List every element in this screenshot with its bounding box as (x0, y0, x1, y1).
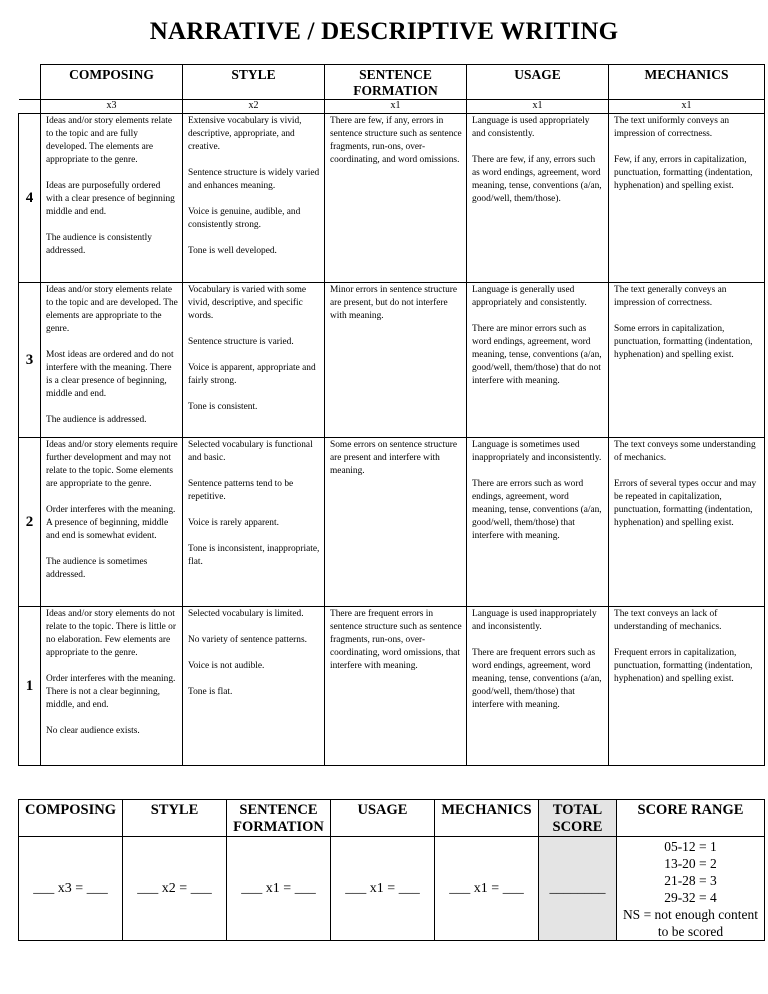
criteria-cell-composing (41, 607, 183, 766)
multiplier-mechanics: x1 (609, 100, 765, 114)
criteria-cell-sentence-formation (325, 438, 467, 607)
score-level: 1 (19, 607, 41, 766)
criteria-text: The audience is consistently addressed. (46, 233, 152, 256)
score-header-row (19, 800, 765, 837)
criteria-cell-style (183, 283, 325, 438)
score-range-item: 21-28 = 3 (664, 872, 717, 888)
multiplier-corner (19, 100, 41, 114)
score-header-mechanics: MECHANICS (435, 800, 539, 837)
rubric-row-score-1 (19, 607, 765, 766)
criteria-cell-composing (41, 114, 183, 283)
criteria-text: Selected vocabulary is limited. (188, 609, 304, 619)
criteria-cell-usage (467, 607, 609, 766)
score-header-sentence-formation: SENTENCE FORMATION (227, 800, 331, 837)
score-range-item: 13-20 = 2 (664, 855, 717, 871)
criteria-cell-usage (467, 114, 609, 283)
criteria-text: There are errors such as word endings, agreement, word meaning, tense, conventions (a/an, good/well, them/those) that interfere with meaning. (472, 479, 602, 541)
criteria-text: Ideas and/or story elements relate to the topic and are fully developed. The elements are appropriate to the genre. (46, 116, 172, 165)
multiplier-row (19, 100, 765, 114)
criteria-cell-mechanics (609, 438, 765, 607)
criteria-text: The audience is addressed. (46, 415, 147, 425)
criteria-text: Language is used appropriately and consistently. (472, 116, 590, 139)
criteria-text: Voice is rarely apparent. (188, 518, 279, 528)
criteria-text: Some errors in capitalization, punctuation, formatting (indentation, hyphenation) and spelling exist. (614, 324, 753, 360)
criteria-cell-style (183, 607, 325, 766)
criteria-text: Voice is not audible. (188, 661, 265, 671)
score-header-style: STYLE (123, 800, 227, 837)
score-range-note: NS = not enough content to be scored (622, 906, 759, 939)
criteria-text: There are few, if any, errors such as word endings, agreement, word meaning, tense, conventions (a/an, good/well, them/those). (472, 155, 602, 204)
header-style: STYLE (183, 65, 325, 100)
score-level: 3 (19, 283, 41, 438)
score-level: 2 (19, 438, 41, 607)
multiplier-usage: x1 (467, 100, 609, 114)
criteria-cell-usage (467, 283, 609, 438)
criteria-text: Ideas and/or story elements relate to the topic and are developed. The elements are appropriate to the genre. (46, 285, 178, 334)
criteria-text: Sentence patterns tend to be repetitive. (188, 479, 294, 502)
rubric-table (18, 64, 765, 766)
criteria-text: No variety of sentence patterns. (188, 635, 307, 645)
criteria-text: Voice is genuine, audible, and consistently strong. (188, 207, 301, 230)
criteria-text: Language is generally used appropriately and consistently. (472, 285, 587, 308)
criteria-cell-mechanics (609, 114, 765, 283)
criteria-cell-composing (41, 438, 183, 607)
criteria-cell-sentence-formation (325, 607, 467, 766)
criteria-cell-usage (467, 438, 609, 607)
criteria-text: Tone is inconsistent, inappropriate, flat. (188, 544, 320, 567)
criteria-text: Minor errors in sentence structure are present, but do not interfere with meaning. (330, 285, 458, 321)
criteria-cell-style (183, 114, 325, 283)
criteria-text: There are few, if any, errors in sentence structure such as sentence fragments, run-ons, over-coordinating, and word omissions. (330, 116, 462, 165)
criteria-text: Order interferes with the meaning. A presence of beginning, middle and end is somewhat evident. (46, 505, 176, 541)
criteria-text: Errors of several types occur and may be repeated in capitalization, punctuation, formatting (indentation, hyphenation) and spelling exist. (614, 479, 757, 528)
score-summary-table (18, 799, 765, 941)
score-range-item: 29-32 = 4 (664, 889, 717, 905)
criteria-text: Sentence structure is widely varied and enhances meaning. (188, 168, 320, 191)
criteria-text: Few, if any, errors in capitalization, punctuation, formatting (indentation, hyphenation) and spelling exist. (614, 155, 753, 191)
criteria-text: There are frequent errors such as word endings, agreement, word meaning, tense, conventions (a/an, good/well, them/those) that interfere with meaning. (472, 648, 602, 710)
criteria-cell-mechanics (609, 283, 765, 438)
mechanics-score-blank[interactable]: ___ x1 = ___ (435, 837, 539, 941)
criteria-cell-mechanics (609, 607, 765, 766)
criteria-text: No clear audience exists. (46, 726, 140, 736)
criteria-cell-sentence-formation (325, 114, 467, 283)
criteria-text: Language is used inappropriately and inconsistently. (472, 609, 597, 632)
rubric-row-score-2 (19, 438, 765, 607)
criteria-text: Ideas are purposefully ordered with a clear presence of beginning middle and end. (46, 181, 175, 217)
corner-cell (19, 65, 41, 100)
criteria-text: The text generally conveys an impression of correctness. (614, 285, 727, 308)
score-header-composing: COMPOSING (19, 800, 123, 837)
criteria-text: Frequent errors in capitalization, punctuation, formatting (indentation, hyphenation) and spelling exist. (614, 648, 753, 684)
criteria-text: Extensive vocabulary is vivid, descriptive, appropriate, and creative. (188, 116, 302, 152)
style-score-blank[interactable]: ___ x2 = ___ (123, 837, 227, 941)
criteria-text: Ideas and/or story elements do not relate to the topic. There is little or no elaboration. Few elements are appropriate to the genre. (46, 609, 176, 658)
score-range-item: 05-12 = 1 (664, 838, 717, 854)
criteria-text: Some errors on sentence structure are present and interfere with meaning. (330, 440, 458, 476)
multiplier-style: x2 (183, 100, 325, 114)
multiplier-composing: x3 (41, 100, 183, 114)
score-entry-row (19, 837, 765, 941)
rubric-row-score-3 (19, 283, 765, 438)
criteria-text: The text conveys an lack of understanding of mechanics. (614, 609, 722, 632)
criteria-cell-sentence-formation (325, 283, 467, 438)
criteria-text: Voice is apparent, appropriate and fairly strong. (188, 363, 316, 386)
score-level: 4 (19, 114, 41, 283)
criteria-text: Sentence structure is varied. (188, 337, 294, 347)
criteria-text: There are frequent errors in sentence structure such as sentence fragments, run-ons, over-coordinating, word omissions, that interfere with meaning. (330, 609, 462, 671)
header-composing: COMPOSING (41, 65, 183, 100)
rubric-row-score-4 (19, 114, 765, 283)
criteria-text: The text uniformly conveys an impression of correctness. (614, 116, 730, 139)
score-header-total: TOTAL SCORE (539, 800, 617, 837)
score-header-usage: USAGE (331, 800, 435, 837)
criteria-text: Vocabulary is varied with some vivid, descriptive, and specific words. (188, 285, 307, 321)
header-sentence-formation: SENTENCE FORMATION (325, 65, 467, 100)
criteria-text: There are minor errors such as word endings, agreement, word meaning, tense, conventions (a/an, good/well, them/those) that do not interfere with meaning. (472, 324, 602, 386)
composing-score-blank[interactable]: ___ x3 = ___ (19, 837, 123, 941)
multiplier-sentence-formation: x1 (325, 100, 467, 114)
criteria-text: The audience is sometimes addressed. (46, 557, 148, 580)
criteria-text: Language is sometimes used inappropriately and inconsistently. (472, 440, 602, 463)
criteria-text: Ideas and/or story elements require further development and may not relate to the topic. Some elements are appropriate to the genre. (46, 440, 178, 489)
criteria-text: Tone is consistent. (188, 402, 258, 412)
score-header-range: SCORE RANGE (617, 800, 765, 837)
criteria-text: Order interferes with the meaning. There is not a clear beginning, middle, and end. (46, 674, 176, 710)
rubric-header-row (19, 65, 765, 100)
criteria-text: Tone is flat. (188, 687, 233, 697)
header-usage: USAGE (467, 65, 609, 100)
total-score-blank[interactable]: ________ (539, 837, 617, 941)
score-range-list (617, 837, 765, 941)
criteria-text: Selected vocabulary is functional and basic. (188, 440, 313, 463)
criteria-text: Most ideas are ordered and do not interfere with the meaning. There is a clear presence of beginning, middle and end. (46, 350, 174, 399)
sentence-formation-score-blank[interactable]: ___ x1 = ___ (227, 837, 331, 941)
criteria-text: The text conveys some understanding of mechanics. (614, 440, 756, 463)
criteria-cell-style (183, 438, 325, 607)
criteria-cell-composing (41, 283, 183, 438)
usage-score-blank[interactable]: ___ x1 = ___ (331, 837, 435, 941)
criteria-text: Tone is well developed. (188, 246, 277, 256)
page-title: NARRATIVE / DESCRIPTIVE WRITING (149, 18, 619, 45)
header-mechanics: MECHANICS (609, 65, 765, 100)
